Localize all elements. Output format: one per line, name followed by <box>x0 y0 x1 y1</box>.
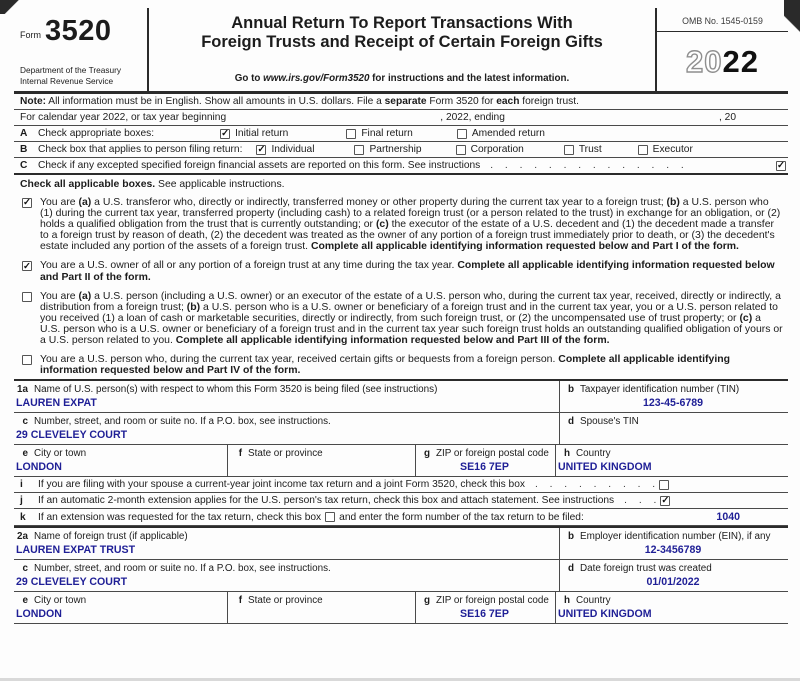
applicable-box-1 <box>14 192 788 255</box>
form-title-block <box>149 8 655 91</box>
dot-leader: . . . . . . . . . <box>534 479 656 491</box>
filer-city-value[interactable]: LONDON <box>16 461 62 474</box>
cell-2d: d Date foreign trust was created 01/01/2022 <box>560 560 788 591</box>
cell-1b: b Taxpayer identification number (TIN) 123-45-6789 <box>560 381 788 412</box>
trust-created-date-value[interactable]: 01/01/2022 <box>646 576 700 589</box>
filer-street-value[interactable]: 29 CLEVELEY COURT <box>16 429 128 442</box>
dot-leader: . . . . . . . . . . . . . . <box>490 160 684 171</box>
calendar-year-line: For calendar year 2022, or tax year beginning , 2022, ending , 20 <box>14 110 788 126</box>
extension-2month-label: If an automatic 2-month extension applies for the U.S. person's tax return, check this box and attach statement. See instructions <box>38 495 615 507</box>
filer-state-label: State or province <box>248 448 323 460</box>
filer-identification-section <box>14 379 788 526</box>
cell-1g: g ZIP or foreign postal code SE16 7EP <box>416 445 556 476</box>
agency-name: Department of the Treasury Internal Revenue Service <box>20 65 121 86</box>
form-number-to-file-label: and enter the form number of the tax return to be filed: <box>339 511 584 523</box>
trust-zip-label: ZIP or foreign postal code <box>436 595 549 607</box>
trust-state-value[interactable] <box>228 606 411 620</box>
individual-checkbox[interactable]: ✓ <box>257 143 266 155</box>
cell-1d: d Spouse's TIN <box>560 413 788 444</box>
filer-zip-value[interactable]: SE16 7EP <box>460 461 509 474</box>
option-final-return: Final return <box>346 128 413 139</box>
filer-city-label: City or town <box>34 448 87 460</box>
gifts-paragraph: You are a U.S. person who, during the current tax year, received certain gifts or bequests from a foreign person. Complete all applicable identifying information requested below and Part IV of the form. <box>40 354 730 377</box>
filer-street-label: Number, street, and room or suite no. If a P.O. box, see instructions. <box>34 416 331 428</box>
trust-city-label: City or town <box>34 595 87 607</box>
form-number-block <box>14 8 149 91</box>
cell-1e: e City or town LONDON <box>14 445 228 476</box>
trust-street-label: Number, street, and room or suite no. If a P.O. box, see instructions. <box>34 563 331 575</box>
applicable-box-4 <box>14 349 788 379</box>
row-2a-b <box>14 528 788 560</box>
us-owner-checkbox[interactable]: ✓ <box>23 260 31 272</box>
trust-checkbox[interactable] <box>564 145 574 155</box>
cell-1h: h Country UNITED KINGDOM <box>556 445 788 476</box>
spouse-tin-value[interactable] <box>560 427 784 441</box>
line-c: C Check if any excepted specified foreign financial assets are reported on this form. See instructions . . . . . . . . . . . . . . ✓ <box>14 158 788 175</box>
filer-country-label: Country <box>576 448 611 460</box>
distribution-paragraph: You are (a) a U.S. person (including a U.S. owner) or an executor of the estate of a U.S. person who, during the current tax year, received, directly or indirectly, a distribution from a foreign trust; (b) a U.S. person who is a U.S. owner or beneficiary of a foreign trust and in the current tax year, you or a U.S. person related to you received (1) a loan of cash or marketable securities, directly or indirectly, from such foreign trust, or (2) the uncompensated use of trust property; or (c) a U.S. person who is a U.S. owner or beneficiary of a foreign trust and in the current tax year such foreign trust holds an outstanding qualified obligation of yours or a U.S. person related to you. Complete all applicable identifying information requested below and Part III of the form. <box>40 290 783 347</box>
form-word: Form <box>20 30 41 41</box>
trust-city-value[interactable]: LONDON <box>16 608 62 621</box>
tin-value[interactable]: 123-45-6789 <box>642 397 704 410</box>
transferor-checkbox[interactable]: ✓ <box>23 197 31 209</box>
ein-value[interactable]: 12-3456789 <box>644 544 702 557</box>
trust-country-label: Country <box>576 595 611 607</box>
dot-leader: . . . <box>624 495 657 507</box>
form-header <box>14 8 788 94</box>
row-1i: i If you are filing with your spouse a current-year joint income tax return and a joint Form 3520, check this box . . . . . . . . . <box>14 477 788 493</box>
extension-requested-checkbox[interactable] <box>325 512 335 522</box>
applicable-box-3 <box>14 286 788 349</box>
form-number-to-file-value[interactable]: 1040 <box>716 511 740 524</box>
final-return-checkbox[interactable] <box>346 129 356 139</box>
tin-label: Taxpayer identification number (TIN) <box>580 384 740 396</box>
cell-1f: f State or province <box>228 445 416 476</box>
transferor-paragraph: You are (a) a U.S. transferor who, directly or indirectly, transferred money or other property during the current tax year to a foreign trust; (b) a U.S. person who (1) during the current tax year, transferred property (including cash) to a related foreign trust (or a person related to the trust) in exchange for an obligation, or (2) holds a qualified obligation from the trust that is currently outstanding; or (c) the executor of the estate of a U.S. decedent and (1) the decedent made a transfer to a foreign trust by reason of death, (2) the decedent was treated as the owner of any portion of a foreign trust immediately prior to death, or (3) the decedent's estate included any portion of the assets of a foreign trust. Complete all applicable identifying information requested below and Part I of the form. <box>40 197 781 253</box>
joint-return-label: If you are filing with your spouse a current-year joint income tax return and a joint Form 3520, check this box <box>38 479 525 491</box>
line-c-label: Check if any excepted specified foreign financial assets are reported on this form. See instructions <box>38 160 481 171</box>
option-corporation: Corporation <box>456 144 524 155</box>
row-1a-b <box>14 381 788 413</box>
scan-artifact-top-right <box>784 0 800 58</box>
filer-zip-label: ZIP or foreign postal code <box>436 448 549 460</box>
line-a-label: Check appropriate boxes: <box>38 128 155 139</box>
trust-name-label: Name of foreign trust (if applicable) <box>34 531 188 543</box>
trust-state-label: State or province <box>248 595 323 607</box>
us-owner-paragraph: You are a U.S. owner of all or any portion of a foreign trust at any time during the tax year. Complete all applicable identifying information requested below and Part II of the form. <box>40 260 775 283</box>
row-1k: k If an extension was requested for the tax return, check this box and enter the form number of the tax return to be filed: 1040 <box>14 509 788 526</box>
gifts-checkbox[interactable] <box>22 355 32 365</box>
corporation-checkbox[interactable] <box>456 145 466 155</box>
distribution-checkbox[interactable] <box>22 292 32 302</box>
cell-1a: 1a Name of U.S. person(s) with respect to whom this Form 3520 is being filed (see instructions) LAUREN EXPAT <box>14 381 560 412</box>
omb-year-block <box>655 8 788 91</box>
goto-instructions-line: Go to www.irs.gov/Form3520 for instructions and the latest information. <box>234 73 570 84</box>
filer-name-label: Name of U.S. person(s) with respect to whom this Form 3520 is being filed (see instructions) <box>34 384 438 396</box>
form-number: 3520 <box>45 15 112 47</box>
row-1j: j If an automatic 2-month extension applies for the U.S. person's tax return, check this box and attach statement. See instructions . . . ✓ <box>14 493 788 509</box>
note-line <box>14 94 788 110</box>
ein-label: Employer identification number (EIN), if any <box>580 531 771 543</box>
spouse-tin-label: Spouse's TIN <box>580 416 639 428</box>
trust-zip-value[interactable]: SE16 7EP <box>460 608 509 621</box>
amended-return-checkbox[interactable] <box>457 129 467 139</box>
form-title: Annual Return To Report Transactions With Foreign Trusts and Receipt of Certain Foreign Gifts <box>201 14 603 52</box>
trust-created-date-label: Date foreign trust was created <box>580 563 712 575</box>
cell-2a: 2a Name of foreign trust (if applicable) LAUREN EXPAT TRUST <box>14 528 560 559</box>
filer-state-value[interactable] <box>228 459 411 473</box>
initial-return-checkbox[interactable]: ✓ <box>221 127 230 139</box>
option-trust: Trust <box>564 144 602 155</box>
tax-year: 20 22 <box>686 43 759 79</box>
trust-street-value[interactable]: 29 CLEVELEY COURT <box>16 576 128 589</box>
option-individual: ✓ Individual <box>257 143 315 155</box>
cell-2g: g ZIP or foreign postal code SE16 7EP <box>416 592 556 623</box>
extension-requested-label: If an extension was requested for the tax return, check this box <box>38 511 322 523</box>
partnership-checkbox[interactable] <box>354 145 364 155</box>
filer-country-value[interactable]: UNITED KINGDOM <box>558 461 652 474</box>
row-1e-h <box>14 445 788 477</box>
line-b-label: Check box that applies to person filing return: <box>38 144 243 155</box>
line-b: B Check box that applies to person filing return: ✓ Individual Partnership Corporation Trust Executor <box>14 142 788 158</box>
applicable-box-2 <box>14 255 788 285</box>
cell-2h: h Country UNITED KINGDOM <box>556 592 788 623</box>
extension-2month-checkbox[interactable]: ✓ <box>661 495 670 507</box>
option-initial-return: ✓ Initial return <box>221 127 289 139</box>
omb-number: OMB No. 1545-0159 <box>657 8 788 32</box>
cell-2f: f State or province <box>228 592 416 623</box>
row-2c-d <box>14 560 788 592</box>
irs-url: www.irs.gov/Form3520 <box>263 73 370 84</box>
applicable-heading: Check all applicable boxes. See applicable instructions. <box>20 179 285 190</box>
executor-checkbox[interactable] <box>638 145 648 155</box>
option-partnership: Partnership <box>354 144 421 155</box>
excepted-assets-checkbox[interactable]: ✓ <box>777 159 785 171</box>
cell-2e: e City or town LONDON <box>14 592 228 623</box>
filer-name-value[interactable]: LAUREN EXPAT <box>16 397 97 410</box>
line-a: A Check appropriate boxes: ✓ Initial return Final return Amended return <box>14 126 788 142</box>
cell-2c: c Number, street, and room or suite no. If a P.O. box, see instructions. 29 CLEVELEY COURT <box>14 560 560 591</box>
scan-artifact-top-left <box>0 0 34 14</box>
row-1c-d <box>14 413 788 445</box>
cell-2b: b Employer identification number (EIN), if any 12-3456789 <box>560 528 788 559</box>
note-text: Note: All information must be in English. Show all amounts in U.S. dollars. File a separate Form 3520 for each foreign trust. <box>20 96 579 107</box>
trust-country-value[interactable]: UNITED KINGDOM <box>558 608 652 621</box>
cell-1c: c Number, street, and room or suite no. If a P.O. box, see instructions. 29 CLEVELEY COURT <box>14 413 560 444</box>
foreign-trust-section <box>14 526 788 624</box>
joint-return-checkbox[interactable] <box>659 480 669 490</box>
trust-name-value[interactable]: LAUREN EXPAT TRUST <box>16 544 136 557</box>
option-executor: Executor <box>638 144 693 155</box>
option-amended-return: Amended return <box>457 128 545 139</box>
row-2e-h <box>14 592 788 624</box>
